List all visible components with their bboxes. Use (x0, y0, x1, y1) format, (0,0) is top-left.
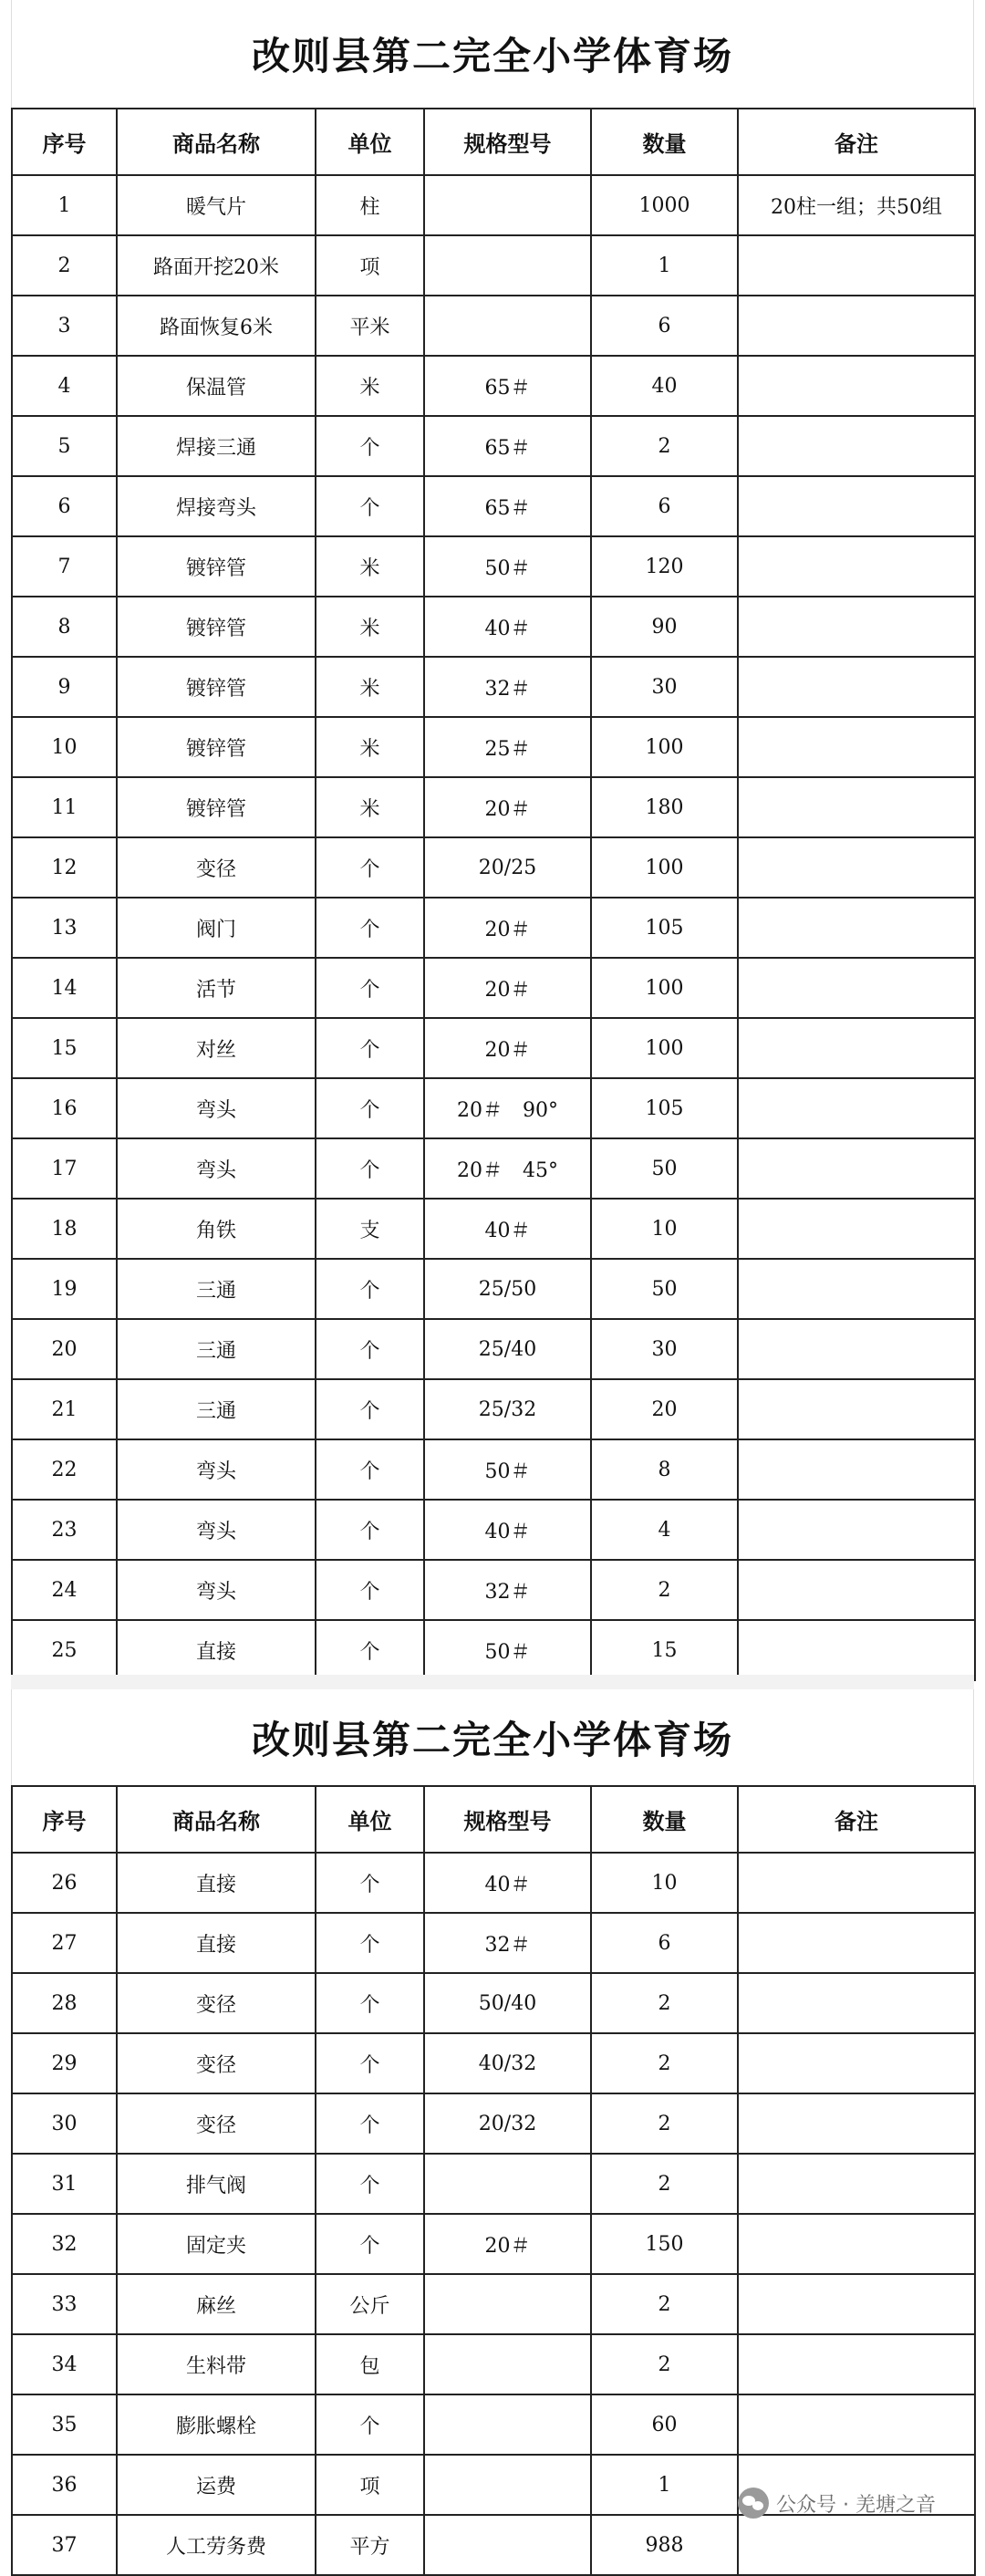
cell-no: 36 (12, 2455, 117, 2515)
cell-note (738, 837, 975, 898)
cell-unit: 米 (316, 657, 424, 717)
cell-name: 保温管 (117, 356, 316, 416)
cell-qty: 1000 (591, 175, 738, 235)
header-unit: 单位 (316, 109, 424, 175)
cell-spec: 20＃ (424, 2214, 591, 2274)
cell-no: 35 (12, 2394, 117, 2455)
cell-qty: 8 (591, 1439, 738, 1500)
inventory-sheet-2 (11, 1689, 974, 2576)
cell-spec: 50＃ (424, 536, 591, 597)
table-row (12, 717, 975, 777)
cell-no: 14 (12, 958, 117, 1018)
cell-unit: 个 (316, 1620, 424, 1680)
cell-unit: 个 (316, 1913, 424, 1973)
cell-name: 路面恢复6米 (117, 296, 316, 356)
cell-spec (424, 2455, 591, 2515)
cell-unit: 米 (316, 597, 424, 657)
cell-spec (424, 175, 591, 235)
cell-note (738, 2214, 975, 2274)
cell-spec: 20＃ 45° (424, 1138, 591, 1199)
watermark-text: 公众号 · 羌塘之音 (776, 2493, 936, 2517)
cell-spec: 32＃ (424, 1560, 591, 1620)
cell-no: 15 (12, 1018, 117, 1078)
cell-no: 9 (12, 657, 117, 717)
cell-note (738, 2154, 975, 2214)
cell-unit: 平米 (316, 296, 424, 356)
cell-name: 三通 (117, 1379, 316, 1439)
table-row (12, 1018, 975, 1078)
table-row (12, 2334, 975, 2394)
cell-note (738, 597, 975, 657)
cell-name: 镀锌管 (117, 777, 316, 837)
cell-name: 固定夹 (117, 2214, 316, 2274)
cell-unit: 项 (316, 2455, 424, 2515)
cell-name: 活节 (117, 958, 316, 1018)
cell-spec (424, 2515, 591, 2575)
cell-spec: 20＃ 90° (424, 1078, 591, 1138)
table-header-row (12, 109, 975, 175)
header-name: 商品名称 (117, 109, 316, 175)
cell-qty: 2 (591, 416, 738, 476)
cell-spec: 50/40 (424, 1973, 591, 2033)
header-unit: 单位 (316, 1786, 424, 1853)
cell-no: 16 (12, 1078, 117, 1138)
cell-no: 3 (12, 296, 117, 356)
cell-name: 弯头 (117, 1500, 316, 1560)
cell-no: 20 (12, 1319, 117, 1379)
table-row (12, 536, 975, 597)
cell-note (738, 1913, 975, 1973)
cell-name: 弯头 (117, 1138, 316, 1199)
cell-name: 三通 (117, 1319, 316, 1379)
cell-name: 焊接弯头 (117, 476, 316, 536)
cell-no: 4 (12, 356, 117, 416)
table-row (12, 2394, 975, 2455)
table-body (12, 1853, 975, 2575)
cell-note (738, 1853, 975, 1913)
cell-unit: 米 (316, 717, 424, 777)
cell-name: 变径 (117, 2033, 316, 2093)
cell-no: 13 (12, 898, 117, 958)
cell-spec (424, 2154, 591, 2214)
cell-no: 34 (12, 2334, 117, 2394)
table-header-row (12, 1786, 975, 1853)
cell-qty: 50 (591, 1138, 738, 1199)
cell-no: 29 (12, 2033, 117, 2093)
table-row (12, 837, 975, 898)
cell-qty: 6 (591, 296, 738, 356)
cell-unit: 个 (316, 837, 424, 898)
cell-unit: 个 (316, 2093, 424, 2154)
cell-qty: 105 (591, 1078, 738, 1138)
cell-qty: 30 (591, 657, 738, 717)
cell-spec: 20/25 (424, 837, 591, 898)
cell-name: 阀门 (117, 898, 316, 958)
header-spec: 规格型号 (424, 1786, 591, 1853)
cell-spec: 65＃ (424, 356, 591, 416)
table-row (12, 777, 975, 837)
cell-spec: 32＃ (424, 1913, 591, 1973)
cell-qty: 50 (591, 1259, 738, 1319)
cell-no: 5 (12, 416, 117, 476)
cell-unit: 米 (316, 356, 424, 416)
page-separator (11, 1675, 974, 1689)
cell-note (738, 296, 975, 356)
cell-spec: 40＃ (424, 1500, 591, 1560)
cell-note (738, 1620, 975, 1680)
cell-no: 10 (12, 717, 117, 777)
cell-spec: 65＃ (424, 416, 591, 476)
sheet-title: 改则县第二完全小学体育场 (11, 1689, 974, 1785)
cell-unit: 个 (316, 1439, 424, 1500)
cell-qty: 105 (591, 898, 738, 958)
table-row (12, 2274, 975, 2334)
table-row (12, 2033, 975, 2093)
cell-unit: 平方 (316, 2515, 424, 2575)
table-row (12, 1078, 975, 1138)
cell-qty: 2 (591, 1973, 738, 2033)
table-row (12, 235, 975, 296)
document-page (11, 0, 974, 2559)
cell-no: 37 (12, 2515, 117, 2575)
table-row (12, 296, 975, 356)
cell-no: 23 (12, 1500, 117, 1560)
table-row (12, 958, 975, 1018)
cell-name: 焊接三通 (117, 416, 316, 476)
cell-name: 弯头 (117, 1560, 316, 1620)
table-row (12, 1138, 975, 1199)
cell-unit: 支 (316, 1199, 424, 1259)
cell-unit: 个 (316, 1319, 424, 1379)
cell-unit: 个 (316, 1138, 424, 1199)
header-qty: 数量 (591, 1786, 738, 1853)
cell-no: 27 (12, 1913, 117, 1973)
table-row (12, 1913, 975, 1973)
cell-spec: 20＃ (424, 898, 591, 958)
cell-no: 12 (12, 837, 117, 898)
cell-no: 21 (12, 1379, 117, 1439)
cell-qty: 4 (591, 1500, 738, 1560)
cell-spec: 20＃ (424, 958, 591, 1018)
cell-name: 变径 (117, 2093, 316, 2154)
cell-note (738, 2093, 975, 2154)
cell-name: 直接 (117, 1853, 316, 1913)
table-row (12, 1379, 975, 1439)
cell-qty: 2 (591, 2274, 738, 2334)
cell-unit: 个 (316, 2033, 424, 2093)
header-spec: 规格型号 (424, 109, 591, 175)
table-row (12, 898, 975, 958)
cell-name: 镀锌管 (117, 536, 316, 597)
cell-note (738, 2515, 975, 2575)
table-row (12, 476, 975, 536)
cell-qty: 1 (591, 2455, 738, 2515)
cell-name: 暖气片 (117, 175, 316, 235)
cell-note (738, 2334, 975, 2394)
cell-name: 直接 (117, 1620, 316, 1680)
cell-qty: 40 (591, 356, 738, 416)
cell-name: 对丝 (117, 1018, 316, 1078)
cell-qty: 60 (591, 2394, 738, 2455)
cell-name: 三通 (117, 1259, 316, 1319)
cell-spec (424, 2274, 591, 2334)
cell-spec: 25/50 (424, 1259, 591, 1319)
cell-spec (424, 2394, 591, 2455)
table-row (12, 1439, 975, 1500)
cell-note (738, 1319, 975, 1379)
cell-spec (424, 235, 591, 296)
header-note: 备注 (738, 109, 975, 175)
cell-spec: 20＃ (424, 777, 591, 837)
cell-note (738, 476, 975, 536)
cell-qty: 1 (591, 235, 738, 296)
cell-name: 人工劳务费 (117, 2515, 316, 2575)
cell-qty: 100 (591, 1018, 738, 1078)
cell-name: 变径 (117, 837, 316, 898)
cell-spec: 25/32 (424, 1379, 591, 1439)
cell-qty: 988 (591, 2515, 738, 2575)
table-row (12, 1560, 975, 1620)
cell-name: 直接 (117, 1913, 316, 1973)
table-row (12, 597, 975, 657)
cell-no: 11 (12, 777, 117, 837)
cell-note (738, 536, 975, 597)
cell-note (738, 356, 975, 416)
inventory-table (11, 108, 976, 1681)
cell-spec: 20＃ (424, 1018, 591, 1078)
inventory-table (11, 1785, 976, 2576)
cell-qty: 100 (591, 837, 738, 898)
table-row (12, 1973, 975, 2033)
cell-no: 7 (12, 536, 117, 597)
cell-unit: 个 (316, 416, 424, 476)
cell-no: 32 (12, 2214, 117, 2274)
cell-name: 膨胀螺栓 (117, 2394, 316, 2455)
cell-unit: 个 (316, 2394, 424, 2455)
cell-spec: 20/32 (424, 2093, 591, 2154)
cell-name: 角铁 (117, 1199, 316, 1259)
cell-no: 33 (12, 2274, 117, 2334)
table-row (12, 416, 975, 476)
table-row (12, 175, 975, 235)
cell-qty: 15 (591, 1620, 738, 1680)
cell-note (738, 1560, 975, 1620)
header-no: 序号 (12, 109, 117, 175)
cell-unit: 个 (316, 1259, 424, 1319)
cell-note (738, 898, 975, 958)
cell-note (738, 2033, 975, 2093)
cell-unit: 个 (316, 2154, 424, 2214)
watermark (738, 2483, 936, 2523)
cell-qty: 2 (591, 2033, 738, 2093)
cell-spec: 25＃ (424, 717, 591, 777)
cell-unit: 个 (316, 476, 424, 536)
cell-note (738, 1379, 975, 1439)
cell-note (738, 1018, 975, 1078)
cell-no: 8 (12, 597, 117, 657)
cell-qty: 6 (591, 1913, 738, 1973)
cell-spec (424, 2334, 591, 2394)
cell-note (738, 777, 975, 837)
table-row (12, 657, 975, 717)
cell-no: 18 (12, 1199, 117, 1259)
cell-spec: 50＃ (424, 1620, 591, 1680)
cell-qty: 180 (591, 777, 738, 837)
table-row (12, 2154, 975, 2214)
cell-unit: 个 (316, 1078, 424, 1138)
table-row (12, 2515, 975, 2575)
table-row (12, 1199, 975, 1259)
cell-unit: 个 (316, 898, 424, 958)
cell-note (738, 2274, 975, 2334)
cell-unit: 个 (316, 1560, 424, 1620)
cell-name: 变径 (117, 1973, 316, 2033)
header-qty: 数量 (591, 109, 738, 175)
cell-qty: 2 (591, 2334, 738, 2394)
cell-name: 镀锌管 (117, 597, 316, 657)
cell-note (738, 657, 975, 717)
cell-qty: 150 (591, 2214, 738, 2274)
cell-spec: 40＃ (424, 597, 591, 657)
cell-qty: 20 (591, 1379, 738, 1439)
cell-name: 弯头 (117, 1078, 316, 1138)
cell-qty: 10 (591, 1853, 738, 1913)
header-no: 序号 (12, 1786, 117, 1853)
cell-no: 1 (12, 175, 117, 235)
cell-qty: 6 (591, 476, 738, 536)
table-row (12, 1319, 975, 1379)
cell-name: 弯头 (117, 1439, 316, 1500)
cell-name: 麻丝 (117, 2274, 316, 2334)
header-note: 备注 (738, 1786, 975, 1853)
cell-qty: 2 (591, 2093, 738, 2154)
cell-note (738, 1500, 975, 1560)
cell-no: 24 (12, 1560, 117, 1620)
table-row (12, 1853, 975, 1913)
cell-spec: 50＃ (424, 1439, 591, 1500)
cell-unit: 个 (316, 1379, 424, 1439)
cell-no: 17 (12, 1138, 117, 1199)
cell-spec: 40＃ (424, 1199, 591, 1259)
cell-note: 20柱一组；共50组 (738, 175, 975, 235)
cell-note (738, 1973, 975, 2033)
cell-name: 生料带 (117, 2334, 316, 2394)
cell-unit: 个 (316, 1018, 424, 1078)
sheet-title: 改则县第二完全小学体育场 (11, 0, 974, 108)
cell-note (738, 2394, 975, 2455)
cell-no: 31 (12, 2154, 117, 2214)
cell-spec: 65＃ (424, 476, 591, 536)
cell-no: 26 (12, 1853, 117, 1913)
table-row (12, 2214, 975, 2274)
cell-name: 镀锌管 (117, 717, 316, 777)
cell-no: 22 (12, 1439, 117, 1500)
cell-name: 镀锌管 (117, 657, 316, 717)
cell-unit: 个 (316, 1500, 424, 1560)
cell-note (738, 235, 975, 296)
cell-spec (424, 296, 591, 356)
cell-unit: 个 (316, 1973, 424, 2033)
cell-qty: 100 (591, 958, 738, 1018)
cell-note (738, 1439, 975, 1500)
cell-spec: 32＃ (424, 657, 591, 717)
cell-note (738, 416, 975, 476)
cell-no: 6 (12, 476, 117, 536)
table-row (12, 1620, 975, 1680)
cell-unit: 个 (316, 1853, 424, 1913)
table-row (12, 1500, 975, 1560)
cell-qty: 100 (591, 717, 738, 777)
cell-name: 路面开挖20米 (117, 235, 316, 296)
cell-unit: 米 (316, 777, 424, 837)
table-row (12, 356, 975, 416)
cell-note (738, 1199, 975, 1259)
cell-note (738, 717, 975, 777)
cell-spec: 40＃ (424, 1853, 591, 1913)
inventory-sheet-1 (11, 0, 974, 1681)
table-row (12, 2093, 975, 2154)
header-name: 商品名称 (117, 1786, 316, 1853)
cell-spec: 25/40 (424, 1319, 591, 1379)
cell-qty: 2 (591, 1560, 738, 1620)
cell-qty: 120 (591, 536, 738, 597)
cell-note (738, 1138, 975, 1199)
cell-qty: 10 (591, 1199, 738, 1259)
cell-no: 30 (12, 2093, 117, 2154)
cell-unit: 包 (316, 2334, 424, 2394)
cell-qty: 30 (591, 1319, 738, 1379)
cell-qty: 2 (591, 2154, 738, 2214)
cell-name: 运费 (117, 2455, 316, 2515)
cell-name: 排气阀 (117, 2154, 316, 2214)
cell-note (738, 958, 975, 1018)
cell-spec: 40/32 (424, 2033, 591, 2093)
cell-qty: 90 (591, 597, 738, 657)
table-row (12, 1259, 975, 1319)
cell-no: 19 (12, 1259, 117, 1319)
cell-no: 2 (12, 235, 117, 296)
cell-unit: 项 (316, 235, 424, 296)
table-body (12, 175, 975, 1680)
cell-unit: 公斤 (316, 2274, 424, 2334)
cell-no: 25 (12, 1620, 117, 1680)
cell-note (738, 1078, 975, 1138)
cell-unit: 柱 (316, 175, 424, 235)
cell-unit: 个 (316, 958, 424, 1018)
cell-unit: 米 (316, 536, 424, 597)
cell-note (738, 1259, 975, 1319)
cell-no: 28 (12, 1973, 117, 2033)
wechat-icon (738, 2488, 769, 2519)
cell-unit: 个 (316, 2214, 424, 2274)
